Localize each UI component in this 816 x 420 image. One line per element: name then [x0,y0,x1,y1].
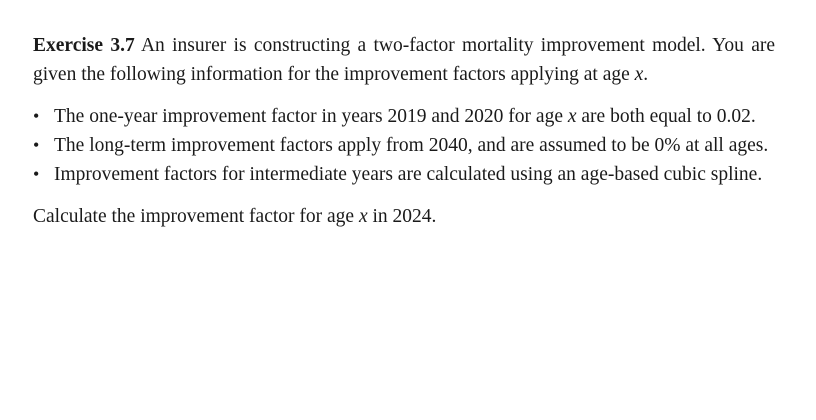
exercise-label: Exercise 3.7 [33,35,135,56]
bullet-icon: • [33,106,40,126]
intro-text-end: . [643,64,649,85]
age-variable: x [567,106,577,127]
bullet-text: Improvement factors for intermediate years are calculated using an age-based cubic spline. [54,164,763,185]
age-variable: x [634,64,644,85]
list-item [33,131,775,160]
exercise-intro [33,31,775,89]
list-item [33,102,775,131]
question-text-end: in 2024. [367,206,437,227]
bullet-text: The long-term improvement factors apply from 2040, and are assumed to be 0% at all ages. [54,135,769,156]
bullet-list [33,102,775,189]
question-text [33,202,775,231]
list-item [33,160,775,189]
age-variable: x [358,206,368,227]
bullet-icon: • [33,164,40,184]
exercise-block [33,31,775,231]
question-text-start: Calculate the improvement factor for age [33,206,359,227]
bullet-icon: • [33,135,40,155]
intro-text: An insurer is constructing a two-factor mortality improvement model. You are given the following information for the improvement factors applying at age [33,35,775,85]
bullet-text: The one-year improvement factor in years 2019 and 2020 for age [54,106,568,127]
bullet-text-end: are both equal to 0.02. [576,106,756,127]
